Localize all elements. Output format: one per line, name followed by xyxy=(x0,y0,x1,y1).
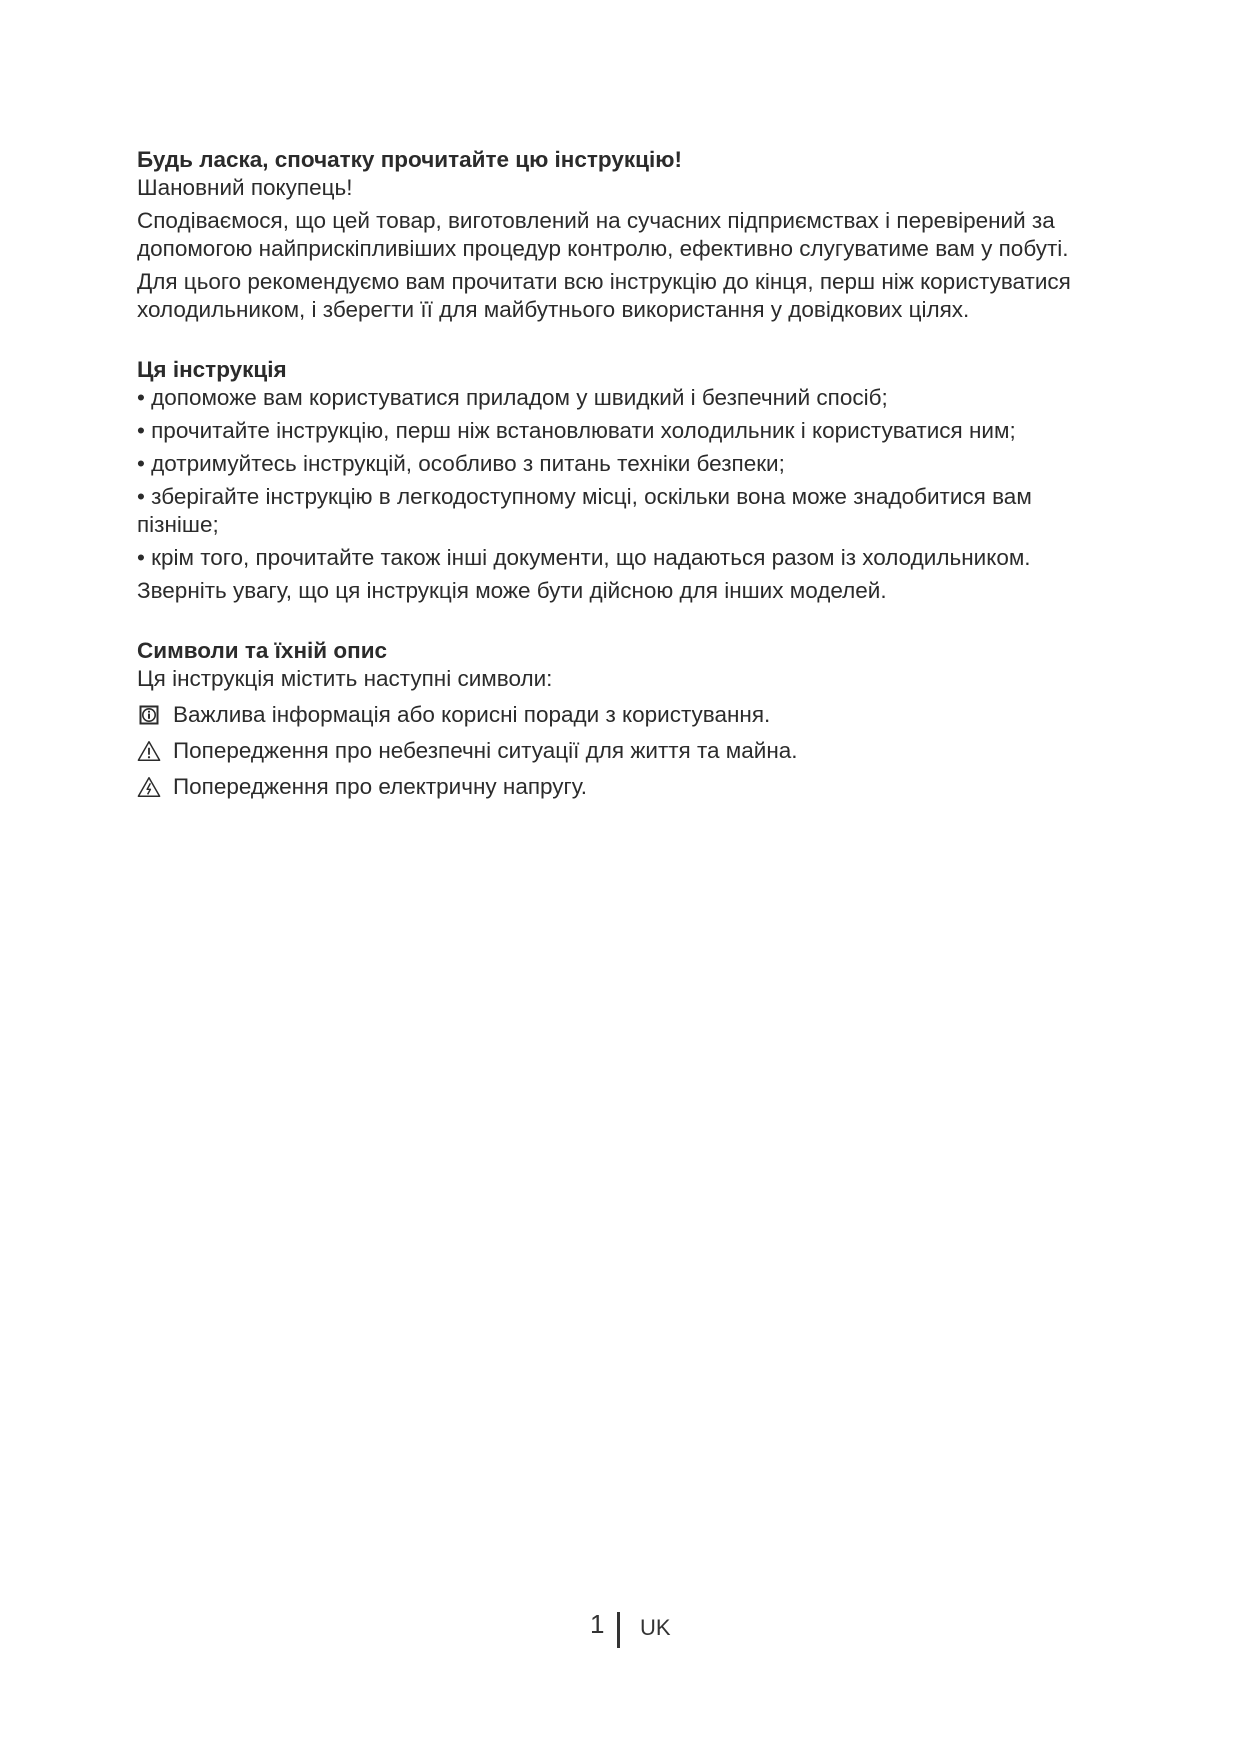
list-item: • крім того, прочитайте також інші документи, що надаються разом із холодильником. xyxy=(137,545,1031,570)
manual-note: Зверніть увагу, що ця інструкція може бути дійсною для інших моделей. xyxy=(137,578,887,603)
page-footer xyxy=(0,1608,1241,1648)
list-item: • прочитайте інструкцію, перш ніж встановлювати холодильник і користуватися ним; xyxy=(137,418,1016,443)
warning-triangle-icon xyxy=(137,739,161,763)
electric-warning-icon xyxy=(137,775,161,799)
footer-separator xyxy=(617,1612,620,1648)
intro-paragraph-1: Сподіваємося, що цей товар, виготовлений на сучасних підприємствах і перевірений за допомогою найприскіпливіших процедур контролю, ефективно слугуватиме вам у побуті. xyxy=(137,208,1069,261)
language-code: UK xyxy=(640,1615,671,1640)
greeting: Шановний покупець! xyxy=(137,175,353,200)
manual-section xyxy=(137,356,1097,605)
manual-heading: Ця інструкція xyxy=(137,357,287,382)
symbol-row-warning xyxy=(137,737,1097,765)
intro-paragraph-2: Для цього рекомендуємо вам прочитати всю інструкцію до кінця, перш ніж користуватися холодильником, і зберегти її для майбутнього використання у довідкових цілях. xyxy=(137,269,1071,322)
page-number: 1 xyxy=(590,1609,605,1639)
intro-heading: Будь ласка, спочатку прочитайте цю інструкцію! xyxy=(137,147,682,172)
symbols-intro: Ця інструкція містить наступні символи: xyxy=(137,666,553,691)
list-item: • дотримуйтесь інструкцій, особливо з питань техніки безпеки; xyxy=(137,451,785,476)
symbol-row-info xyxy=(137,701,1097,729)
list-item: • зберігайте інструкцію в легкодоступному місці, оскільки вона може знадобитися вам пізніше; xyxy=(137,484,1032,537)
intro-section xyxy=(137,146,1097,324)
manual-list xyxy=(137,384,1097,572)
symbol-row-electric xyxy=(137,773,1097,801)
document-page xyxy=(137,146,1097,809)
symbol-info-text: Важлива інформація або корисні поради з користування. xyxy=(173,702,771,727)
symbols-heading: Символи та їхній опис xyxy=(137,638,388,663)
symbol-electric-text: Попередження про електричну напругу. xyxy=(173,774,587,799)
symbols-section xyxy=(137,637,1097,801)
info-icon xyxy=(137,703,161,727)
symbol-warning-text: Попередження про небезпечні ситуації для життя та майна. xyxy=(173,738,798,763)
list-item: • допоможе вам користуватися приладом у швидкий і безпечний спосіб; xyxy=(137,385,888,410)
